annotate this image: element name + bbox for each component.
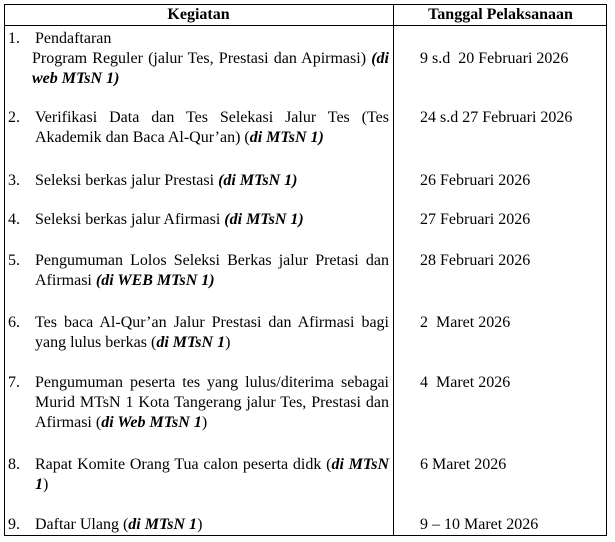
header-divider: [4, 25, 607, 26]
activity-text: [35, 515, 389, 535]
activity-date: 4 Maret 2026: [420, 374, 511, 391]
activity-date: 26 Februari 2026: [420, 172, 531, 189]
activity-segment: ): [225, 334, 231, 351]
activity-date: 9 s.d 20 Februari 2026: [420, 50, 569, 67]
activity-segment: Rapat Komite Orang Tua calon peserta didk (: [35, 456, 332, 473]
row-number: 5.: [8, 252, 20, 269]
activity-segment: Tes baca Al-Qur’an Jalur Prestasi dan Afirmasi bagi yang lulus berkas (: [35, 314, 389, 351]
activity-location: (di MTsN 1): [218, 172, 298, 189]
activity-text: [32, 29, 389, 89]
activity-location: di MTsN 1: [156, 334, 226, 351]
column-divider: [393, 4, 394, 536]
activity-segment: Program Reguler (jalur Tes, Prestasi dan Apirmasi): [32, 50, 372, 67]
activity-detail: [32, 49, 389, 89]
row-number: 2.: [8, 109, 20, 126]
row-number: 1.: [8, 30, 20, 47]
activity-text: [35, 251, 389, 291]
activity-segment: ): [43, 476, 49, 493]
activity-location: di MTsN 1: [35, 456, 389, 493]
row-number: 9.: [8, 516, 20, 533]
activity-title: Pendaftaran: [35, 30, 112, 47]
activity-date: 2 Maret 2026: [420, 314, 511, 331]
row-number: 7.: [8, 374, 20, 391]
activity-segment: Verifikasi Data dan Tes Selekasi Jalur Tes (Tes Akademik dan Baca Al-Qur’an) (: [35, 109, 389, 146]
activity-segment: Seleksi berkas jalur Afirmasi: [35, 211, 225, 228]
header-kegiatan: Kegiatan: [167, 6, 230, 23]
activity-text: [35, 313, 389, 353]
activity-date: 28 Februari 2026: [420, 252, 531, 269]
row-number: 3.: [8, 172, 20, 189]
activity-segment: Daftar Ulang (: [35, 516, 129, 533]
activity-segment: Pengumuman Lolos Seleksi Berkas jalur Pretasi dan Afirmasi: [35, 252, 389, 289]
activity-location: (di web MTsN 1): [32, 50, 389, 87]
activity-location: (di WEB MTsN 1): [95, 272, 215, 289]
row-number: 4.: [8, 211, 20, 228]
activity-date: 6 Maret 2026: [420, 456, 507, 473]
activity-segment: Seleksi berkas jalur Prestasi: [35, 172, 219, 189]
activity-text: [35, 171, 389, 191]
activity-location: di Web MTsN 1: [101, 414, 202, 431]
row-number: 8.: [8, 456, 20, 473]
activity-date: 27 Februari 2026: [420, 211, 531, 228]
activity-date: 24 s.d 27 Februari 2026: [420, 109, 573, 126]
activity-text: [35, 108, 389, 148]
activity-location: di MTsN 1: [128, 516, 198, 533]
activity-segment: Pengumuman peserta tes yang lulus/diterima sebagai Murid MTsN 1 Kota Tangerang jalur Tes, Prestasi dan Afirmasi (: [35, 374, 389, 431]
activity-text: [35, 210, 389, 230]
activity-segment: ): [197, 516, 203, 533]
row-number: 6.: [8, 314, 20, 331]
header-tanggal: Tanggal Pelaksanaan: [428, 6, 573, 23]
activity-segment: ): [201, 414, 208, 431]
activity-location: (di MTsN 1): [224, 211, 304, 228]
activity-text: [35, 455, 389, 495]
activity-date: 9 – 10 Maret 2026: [420, 516, 539, 533]
activity-text: [35, 373, 389, 433]
activity-location: di MTsN 1): [249, 129, 324, 146]
